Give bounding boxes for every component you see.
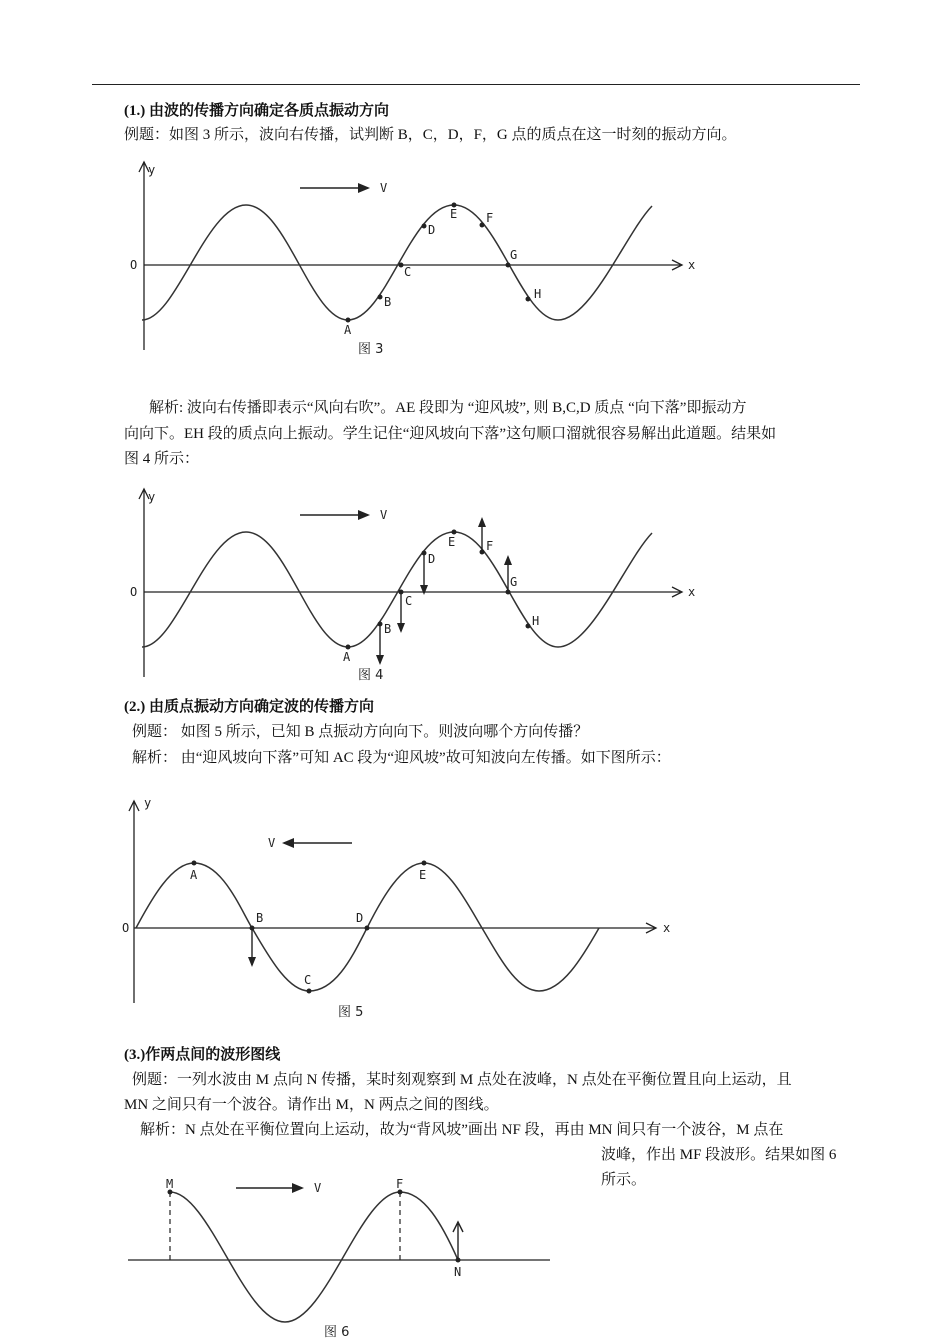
point-label-g: G xyxy=(510,575,518,589)
velocity-label: V xyxy=(314,1181,322,1195)
figure-6 xyxy=(124,1164,564,1344)
section-3-example-line-2: MN 之间只有一个波谷。请作出 M，N 两点之间的图线。 xyxy=(124,1097,499,1113)
point-label-d: D xyxy=(428,223,436,237)
point-label-d: D xyxy=(428,552,436,566)
point-label-e: E xyxy=(448,535,456,549)
point-label-h: H xyxy=(532,614,540,628)
point-label-b: B xyxy=(384,295,392,309)
point-label-e: E xyxy=(450,207,458,221)
point-label-h: H xyxy=(534,287,542,301)
section-2-heading: (2.) 由质点振动方向确定波的传播方向 xyxy=(124,699,374,715)
section-2-analysis: 解析： 由“迎风坡向下落”可知 AC 段为“迎风坡”故可知波向左传播。如下图所示： xyxy=(132,750,671,766)
x-axis-label: x xyxy=(688,258,696,272)
section-3-analysis-line-3: 所示。 xyxy=(601,1172,647,1188)
section-3-heading: (3.)作两点间的波形图线 xyxy=(124,1047,281,1063)
point-label-g: G xyxy=(510,248,518,262)
section-1-analysis-line-2: 向向下。EH 段的质点向上振动。学生记住“迎风坡向下落”这句顺口溜就很容易解出此道题。结果如 xyxy=(124,426,777,442)
figure-5 xyxy=(122,793,682,1023)
point-label-c: C xyxy=(405,594,413,608)
x-axis-label: x xyxy=(663,921,671,935)
section-1-heading: (1.) 由波的传播方向确定各质点振动方向 xyxy=(124,103,389,119)
point-label-f: F xyxy=(486,211,494,225)
point-label-a: A xyxy=(343,650,351,664)
wave-curve xyxy=(142,532,652,647)
section-1-analysis-line-1: 解析: 波向右传播即表示“风向右吹”。AE 段即为 “迎风坡”, 则 B,C,D 质点 “向下落”即振动方 xyxy=(149,400,747,416)
origin-label: O xyxy=(130,258,138,272)
point-label-f: F xyxy=(486,539,494,553)
y-axis-label: y xyxy=(148,163,156,177)
origin-label: O xyxy=(130,585,138,599)
section-2-example: 例题： 如图 5 所示，已知 B 点振动方向向下。则波向哪个方向传播？ xyxy=(132,724,589,740)
y-axis-label: y xyxy=(148,490,156,504)
section-1-example: 例题：如图 3 所示，波向右传播，试判断 B，C，D，F，G 点的质点在这一时刻的振动方向。 xyxy=(124,127,737,143)
wave-curve xyxy=(170,1192,458,1322)
velocity-label: V xyxy=(380,181,388,195)
section-3-example-line-1: 例题：一列水波由 M 点向 N 传播，某时刻观察到 M 点处在波峰，N 点处在平衡位置且向上运动，且 xyxy=(132,1072,792,1088)
point-label-d: D xyxy=(356,911,364,925)
point-label-m: M xyxy=(166,1177,174,1191)
figure-caption: 图 4 xyxy=(358,668,384,683)
header-rule xyxy=(92,84,860,85)
point-label-f: F xyxy=(396,1177,404,1191)
figure-4 xyxy=(130,485,706,685)
point-label-b: B xyxy=(384,622,392,636)
velocity-label: V xyxy=(268,836,276,850)
section-3-analysis-line-1: 解析：N 点处在平衡位置向上运动，故为“背风坡”画出 NF 段，再由 MN 间只有一个波谷，M 点在 xyxy=(140,1122,784,1138)
point-label-n: N xyxy=(454,1265,462,1279)
y-axis-label: y xyxy=(144,796,152,810)
origin-label: O xyxy=(122,921,130,935)
point-label-a: A xyxy=(344,323,352,337)
x-axis-label: x xyxy=(688,585,696,599)
figure-caption: 图 3 xyxy=(358,342,384,357)
section-1-analysis-line-3: 图 4 所示： xyxy=(124,451,200,467)
figure-caption: 图 6 xyxy=(324,1325,350,1340)
point-label-b: B xyxy=(256,911,264,925)
point-label-c: C xyxy=(404,265,412,279)
wave-curve xyxy=(142,205,652,320)
point-label-a: A xyxy=(190,868,198,882)
section-3-analysis-line-2: 波峰，作出 MF 段波形。结果如图 6 xyxy=(601,1147,837,1163)
velocity-label: V xyxy=(380,508,388,522)
point-label-c: C xyxy=(304,973,312,987)
point-label-e: E xyxy=(419,868,427,882)
figure-caption: 图 5 xyxy=(338,1005,364,1020)
figure-3 xyxy=(130,158,706,358)
